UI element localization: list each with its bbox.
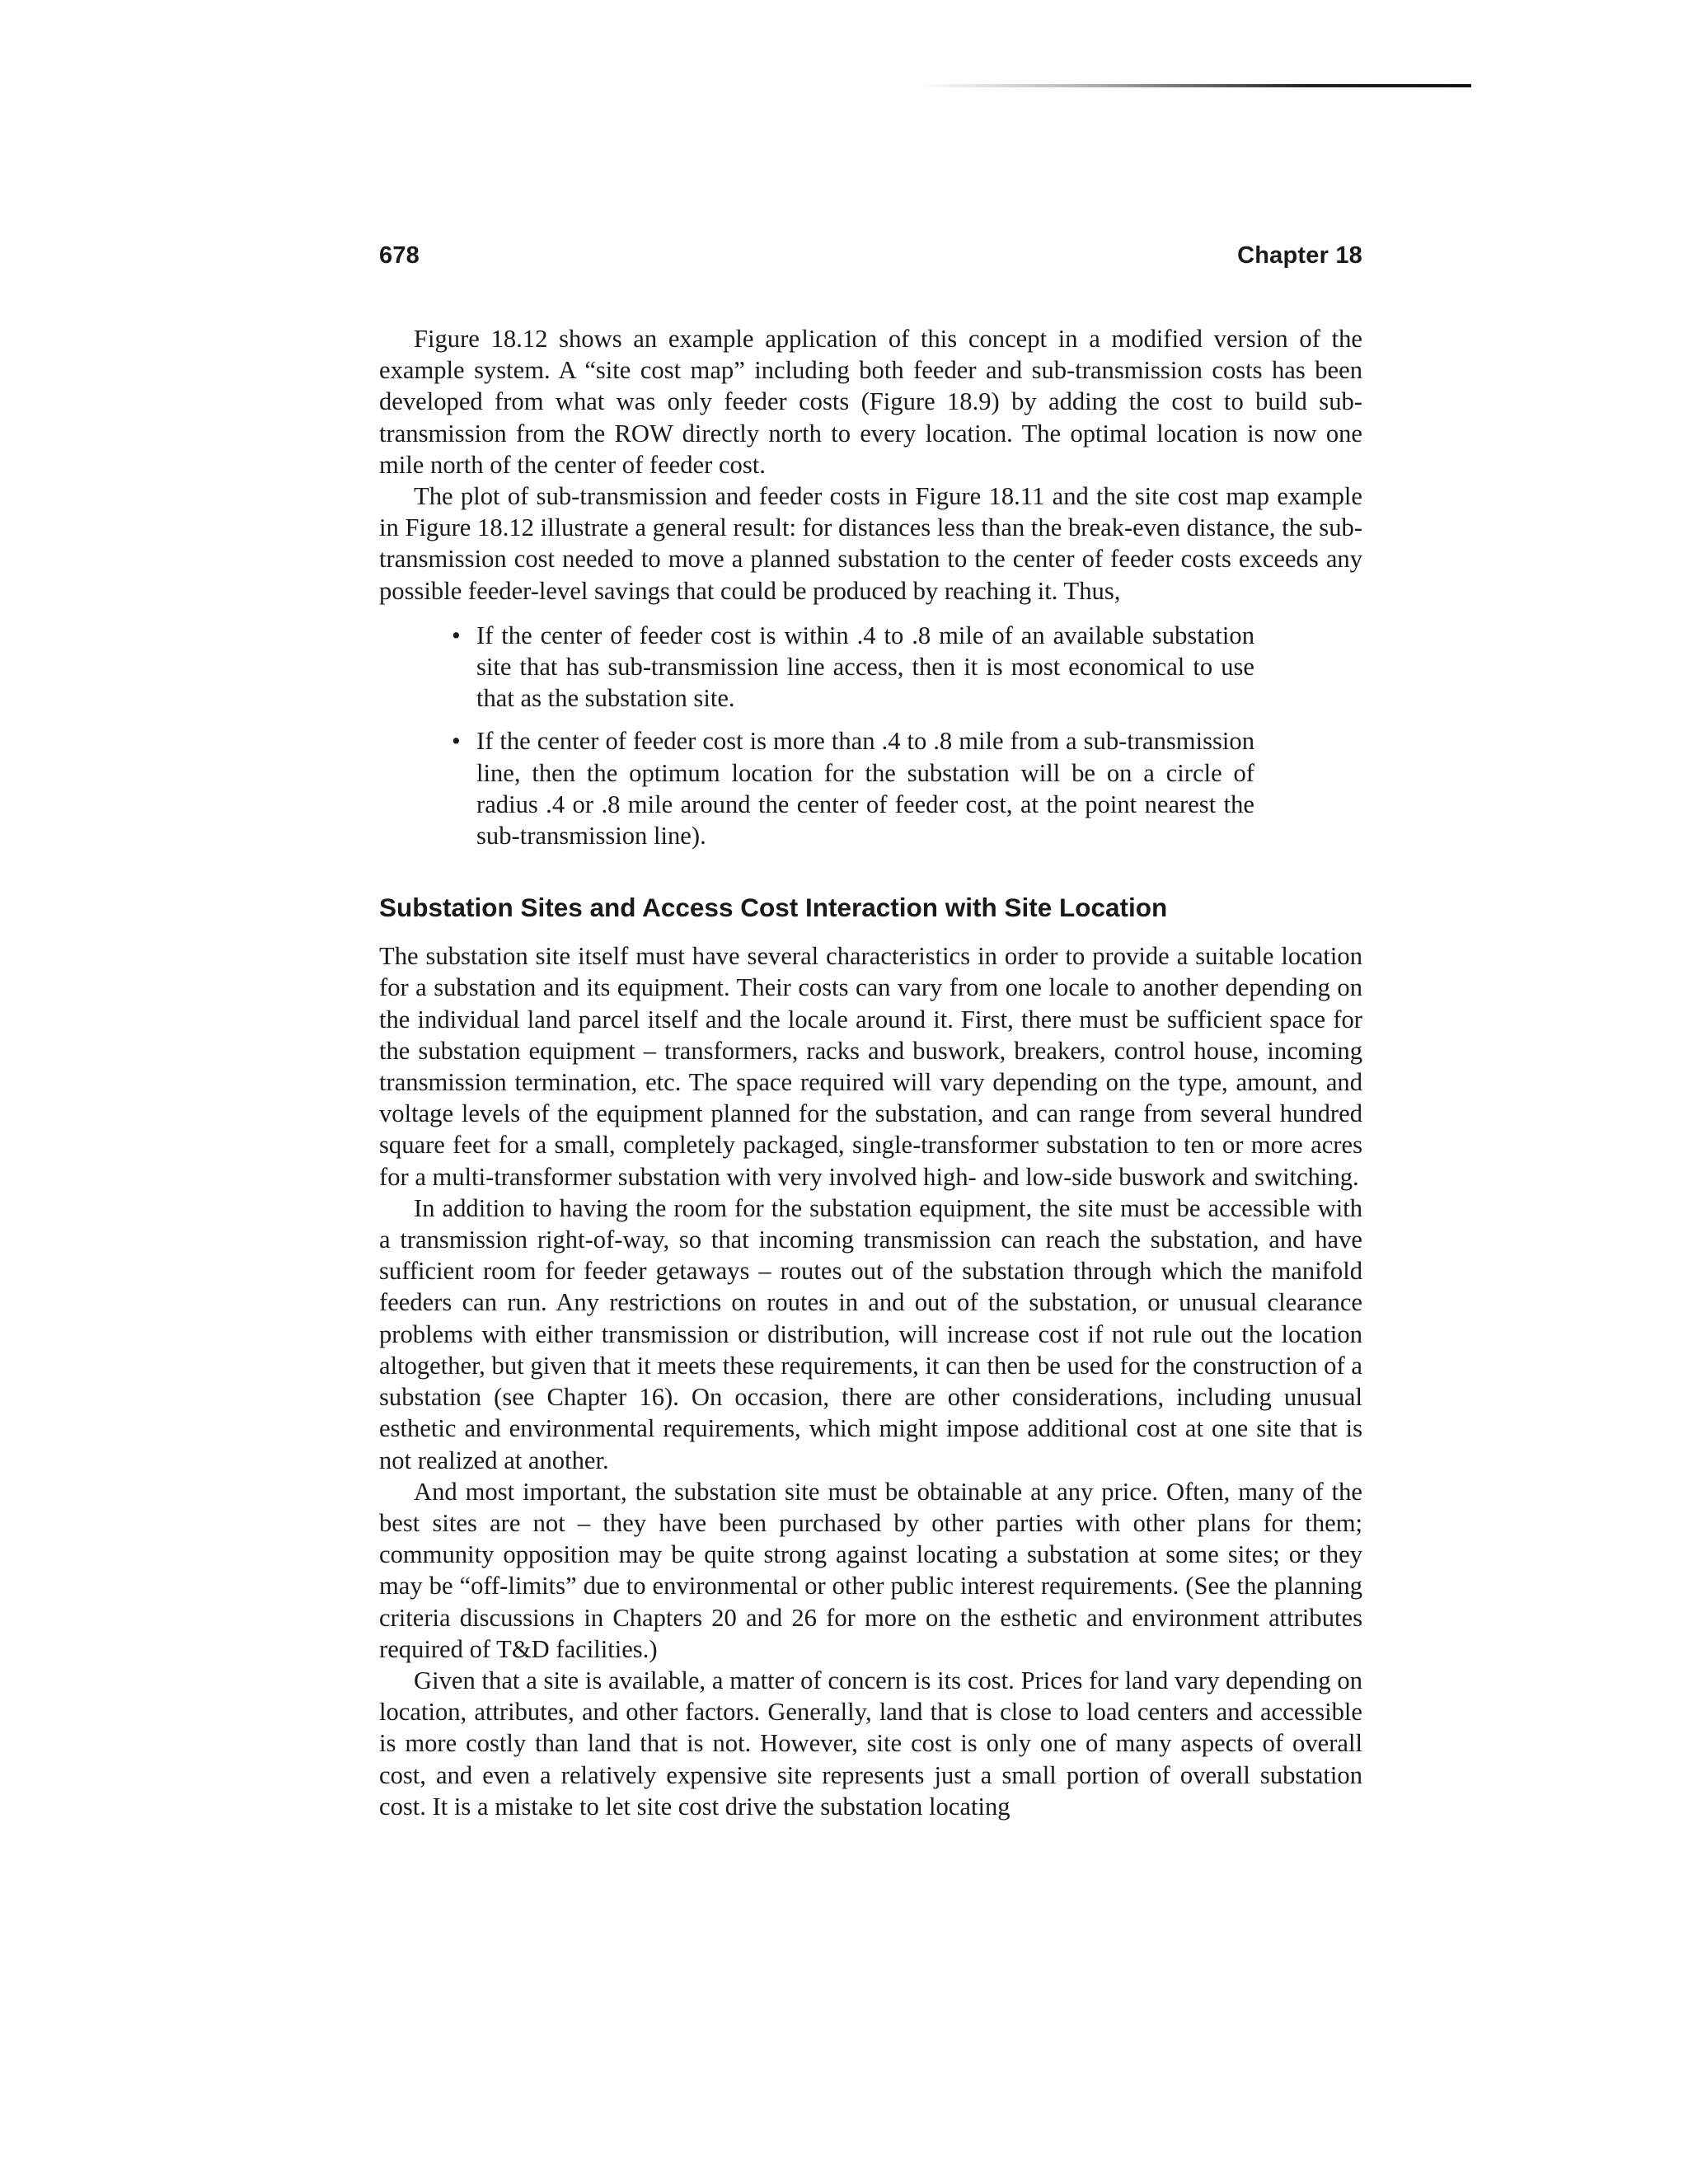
body-paragraph: The substation site itself must have several characteristics in order to provide a suitable location for a substation and its equipment. Their costs can vary from one locale to another depending on the individual land parcel itself and the locale around it. First, there must be sufficient space for the substation equipment – transformers, racks and buswork, breakers, control house, incoming transmission termination, etc. The space required will vary depending on the type, amount, and voltage levels of the equipment planned for the substation, and can range from several hundred square feet for a small, completely packaged, single-transformer substation to ten or more acres for a multi-transformer substation with very involved high- and low-side buswork and switching. [379, 942, 1362, 1191]
body-paragraph: Given that a site is available, a matter of concern is its cost. Prices for land vary depending on location, attributes, and other factors. Generally, land that is close to load centers and accessible is more costly than land that is not. However, site cost is only one of many aspects of overall cost, and even a relatively expensive site represents just a small portion of overall substation cost. It is a mistake to let site cost drive the substation locating [379, 1666, 1362, 1821]
bullet-list [379, 620, 1362, 851]
header-rule [919, 84, 1471, 87]
body-paragraph: And most important, the substation site must be obtainable at any price. Often, many of the best sites are not – they have been purchased by other parties with other plans for them; community opposition may be quite strong against locating a substation at some sites; or they may be “off-limits” due to environmental or other public interest requirements. (See the planning criteria discussions in Chapters 20 and 26 for more on the esthetic and environment attributes required of T&D facilities.) [379, 1477, 1362, 1663]
body-paragraph: Figure 18.12 shows an example application of this concept in a modified version of the example system. A “site cost map” including both feeder and sub-transmission costs has been developed from what was only feeder costs (Figure 18.9) by adding the cost to build sub-transmission from the ROW directly north to every location. The optimal location is now one mile north of the center of feeder cost. [379, 325, 1362, 479]
body-paragraph: In addition to having the room for the substation equipment, the site must be accessible with a transmission right-of-way, so that incoming transmission can reach the substation, and have sufficient room for feeder getaways – routes out of the substation through which the manifold feeders can run. Any restrictions on routes in and out of the substation, or unusual clearance problems with either transmission or distribution, will increase cost if not rule out the location altogether, but given that it meets these requirements, it can then be used for the construction of a substation (see Chapter 16). On occasion, there are other considerations, including unusual esthetic and environmental requirements, which might impose additional cost at one site that is not realized at another. [379, 1193, 1362, 1474]
page-body [379, 323, 1362, 1822]
section-heading: Substation Sites and Access Cost Interaction with Site Location [379, 893, 1168, 923]
running-header [379, 242, 1362, 269]
bullet-item: • If the center of feeder cost is within .4 to .8 mile of an available substation site that has sub-transmission line access, then it is most economical to use that as the substation site. [476, 620, 1254, 715]
bullet-item: • If the center of feeder cost is more than .4 to .8 mile from a sub-transmission line, then the optimum location for the substation will be on a circle of radius .4 or .8 mile around the center of feeder cost, at the point nearest the sub-transmission line). [476, 725, 1254, 851]
page-number: 678 [379, 242, 420, 269]
body-paragraph: The plot of sub-transmission and feeder costs in Figure 18.11 and the site cost map example in Figure 18.12 illustrate a general result: for distances less than the break-even distance, the sub-transmission cost needed to move a planned substation to the center of feeder costs exceeds any possible feeder-level savings that could be produced by reaching it. Thus, [379, 482, 1362, 605]
chapter-label: Chapter 18 [1237, 242, 1362, 269]
